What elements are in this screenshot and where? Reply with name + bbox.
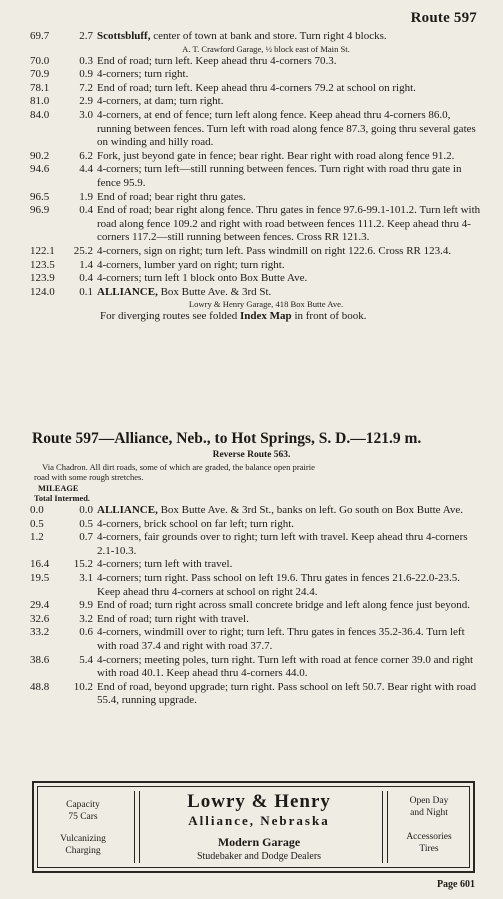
direction-text <box>97 626 482 653</box>
ad-charging: Charging <box>65 846 101 856</box>
intermediate-mileage: 9.9 <box>79 599 93 612</box>
intermediate-mileage: 0.3 <box>79 54 93 67</box>
note-text-end: in front of book. <box>291 310 367 323</box>
ad-vulcanizing: Vulcanizing <box>60 834 106 844</box>
total-mileage: 70.9 <box>30 68 50 81</box>
direction-detail: 4-corners, sign on right; turn left. Pass windmill on right 122.6. Cross RR 123.4. <box>97 244 452 257</box>
intermediate-mileage: 7.2 <box>79 81 93 94</box>
direction-detail: center of town at bank and store. Turn right 4 blocks. <box>150 30 387 42</box>
route-entry <box>30 150 482 164</box>
route-entry <box>30 572 482 599</box>
route-entry <box>30 272 482 286</box>
direction-text <box>97 204 482 245</box>
total-mileage: 19.5 <box>30 571 50 584</box>
total-mileage: 94.6 <box>30 163 50 176</box>
garage-note: Lowry & Henry Garage, 418 Box Butte Ave. <box>188 299 344 310</box>
direction-detail: 4-corners, fair grounds over to right; turn left with travel. Keep ahead thru 4-corners 2.1-10.3. <box>97 531 468 557</box>
direction-detail: 4-corners; turn left—still running between fences. Turn right with road thru gate in fence 95.9. <box>97 163 462 189</box>
total-mileage: 70.0 <box>30 54 50 67</box>
direction-text <box>97 163 482 190</box>
route-entry <box>30 599 482 613</box>
garage-advertisement <box>32 781 475 873</box>
direction-text <box>97 191 482 205</box>
note-text: For diverging routes see folded <box>100 310 241 323</box>
intermediate-mileage: 15.2 <box>73 558 93 571</box>
total-mileage: 124.0 <box>30 285 55 298</box>
intermediate-mileage: 0.5 <box>79 517 93 530</box>
town-name: Scottsbluff, <box>97 30 151 42</box>
section-2-entries <box>30 504 482 708</box>
total-mileage: 16.4 <box>30 558 50 571</box>
total-mileage: 123.9 <box>30 272 55 285</box>
route-entry <box>30 518 482 532</box>
direction-text <box>97 245 482 259</box>
route-entry <box>30 558 482 572</box>
intermediate-mileage: 5.4 <box>79 653 93 666</box>
direction-text <box>97 681 482 708</box>
direction-detail: End of road, beyond upgrade; turn right. Pass school on left 50.7. Bear right with road 55.4, running upgrade. <box>97 680 477 707</box>
direction-text <box>97 531 482 558</box>
direction-detail: 4-corners, lumber yard on right; turn right. <box>97 258 285 271</box>
direction-detail: End of road; turn left. Keep ahead thru 4-corners 70.3. <box>97 54 337 67</box>
intermediate-mileage: 4.4 <box>79 163 93 176</box>
direction-text <box>97 272 482 286</box>
route-entry <box>30 109 482 150</box>
total-mileage: 48.8 <box>30 680 50 693</box>
route-entry <box>30 204 482 245</box>
ad-accessories: Accessories <box>406 832 452 842</box>
ad-city: Alliance, Nebraska <box>188 813 330 828</box>
direction-detail: 4-corners, at dam; turn right. <box>97 95 224 108</box>
route-entry <box>30 245 482 259</box>
direction-detail: Fork, just beyond gate in fence; bear right. Bear right with road along fence 91.2. <box>97 149 455 162</box>
total-mileage: 32.6 <box>30 612 50 625</box>
route-entry <box>30 259 482 273</box>
ad-divider-left <box>134 791 140 863</box>
direction-text <box>97 613 482 627</box>
direction-text <box>97 572 482 599</box>
total-mileage: 0.5 <box>30 517 44 530</box>
intermediate-mileage: 0.0 <box>79 504 93 516</box>
total-mileage: 90.2 <box>30 149 50 162</box>
ad-capacity: Capacity <box>66 800 100 810</box>
direction-detail: End of road; turn right across small concrete bridge and left along fence just beyond. <box>97 599 470 612</box>
direction-detail: End of road; bear right along fence. Thru gates in fence 97.6-99.1-101.2. Turn left with road along fence 109.2 and right with road between fences 111.2. Keep ahead thru 4-corners 117.2—still running between fences. Cross RR 121.3. <box>97 204 481 244</box>
intermediate-mileage: 2.7 <box>79 30 93 42</box>
direction-detail: 4-corners, at end of fence; turn left along fence. Keep ahead thru 4-corners 86.0, running between fences. Turn left with road along fence 87.3, going thru several gates on winding and hilly road. <box>97 108 476 149</box>
route-entry <box>30 68 482 82</box>
direction-detail: 4-corners, windmill over to right; turn left. Thru gates in fences 35.2-36.4. Turn left with road 37.4 and right with road 37.7. <box>97 626 465 652</box>
direction-text <box>97 109 482 150</box>
intermediate-mileage: 25.2 <box>73 244 93 257</box>
route-entry <box>30 286 482 300</box>
direction-text <box>97 68 482 82</box>
direction-detail: End of road; bear right thru gates. <box>97 190 246 203</box>
route-entry <box>30 30 482 44</box>
direction-text <box>97 286 482 300</box>
direction-text <box>97 95 482 109</box>
direction-text <box>97 654 482 681</box>
direction-detail: 4-corners; turn left with travel. <box>97 558 233 571</box>
direction-text <box>97 55 482 69</box>
mileage-header <box>34 484 90 504</box>
intermediate-mileage: 0.4 <box>79 272 93 285</box>
route-description <box>34 462 484 482</box>
direction-detail: 4-corners; meeting poles, turn right. Turn left with road at fence corner 39.0 and right with road 40.1. Keep ahead thru 4-corners 44.0. <box>97 653 474 680</box>
intermediate-mileage: 3.0 <box>79 108 93 121</box>
garage-note: A. T. Crawford Garage, ½ block east of Main St. <box>182 43 350 54</box>
ad-garage-type: Modern Garage <box>217 835 301 849</box>
direction-text <box>97 82 482 96</box>
route-description-line-1: Via Chadron. All dirt roads, some of which are graded, the balance open prairie <box>42 462 315 472</box>
ad-divider-right <box>382 791 388 863</box>
direction-text <box>97 259 482 273</box>
ad-open-hours: and Night <box>410 808 448 818</box>
route-title: Route 597—Alliance, Neb., to Hot Springs, S. D.—121.9 m. <box>32 430 422 447</box>
direction-detail: 4-corners; turn right. Pass school on left 19.6. Thru gates in fences 21.6-22.0-23.5. Keep ahead thru 4-corners at school on right 24.4. <box>97 571 461 598</box>
intermediate-mileage: 0.9 <box>79 68 93 81</box>
direction-text <box>97 599 482 613</box>
route-description-line-2: road with some rough stretches. <box>34 472 144 482</box>
note-index-map: Index Map <box>240 310 292 323</box>
ad-capacity-value: 75 Cars <box>68 812 98 822</box>
intermediate-mileage: 3.2 <box>79 612 93 625</box>
direction-detail: 4-corners; turn left 1 block onto Box Butte Ave. <box>97 272 308 285</box>
intermediate-mileage: 1.9 <box>79 190 93 203</box>
total-mileage: 1.2 <box>30 531 44 544</box>
ad-business-name: Lowry & Henry <box>187 791 331 812</box>
total-mileage: 81.0 <box>30 95 50 108</box>
route-entry <box>30 95 482 109</box>
ad-tires: Tires <box>419 844 439 854</box>
total-mileage: 38.6 <box>30 653 50 666</box>
intermediate-mileage: 0.7 <box>79 531 93 544</box>
ad-left-column <box>38 799 128 857</box>
mileage-label: MILEAGE <box>38 484 79 493</box>
route-header: Route 597 <box>410 10 477 26</box>
route-entry <box>30 626 482 653</box>
ad-center <box>144 791 374 863</box>
intermediate-mileage: 0.6 <box>79 626 93 639</box>
total-mileage: 84.0 <box>30 108 50 121</box>
route-entry <box>30 163 482 190</box>
route-entry <box>30 55 482 69</box>
intermediate-mileage: 0.1 <box>79 285 93 298</box>
intermediate-mileage: 3.1 <box>79 571 93 584</box>
ad-dealers: Studebaker and Dodge Dealers <box>196 851 322 862</box>
total-mileage: 122.1 <box>30 244 55 257</box>
direction-detail: Box Butte Ave. & 3rd St. <box>157 285 272 298</box>
total-mileage: 29.4 <box>30 599 50 612</box>
direction-detail: 4-corners, brick school on far left; turn right. <box>97 517 295 530</box>
intermediate-mileage: 2.9 <box>79 95 93 108</box>
reverse-route: Reverse Route 563. <box>212 450 291 460</box>
section-1-entries <box>30 30 482 324</box>
direction-detail: End of road; turn left. Keep ahead thru 4-corners 79.2 at school on right. <box>97 81 416 94</box>
total-mileage: 0.0 <box>30 504 44 516</box>
diverging-routes-note <box>30 310 482 324</box>
total-mileage: 33.2 <box>30 626 50 639</box>
town-name: ALLIANCE, <box>97 504 158 516</box>
town-name: ALLIANCE, <box>97 285 158 298</box>
direction-detail: End of road; turn right with travel. <box>97 612 249 625</box>
route-entry <box>30 681 482 708</box>
total-mileage: 123.5 <box>30 258 55 271</box>
mileage-columns: Total Intermed. <box>34 494 90 503</box>
direction-text <box>97 504 482 518</box>
direction-text <box>97 518 482 532</box>
direction-text <box>97 150 482 164</box>
total-mileage: 69.7 <box>30 30 50 42</box>
direction-detail: Box Butte Ave. & 3rd St., banks on left. Go south on Box Butte Ave. <box>157 504 463 516</box>
route-entry <box>30 531 482 558</box>
route-entry <box>30 191 482 205</box>
route-entry <box>30 82 482 96</box>
intermediate-mileage: 1.4 <box>79 258 93 271</box>
intermediate-mileage: 6.2 <box>79 149 93 162</box>
total-mileage: 96.5 <box>30 190 50 203</box>
page-number: Page 601 <box>436 879 475 890</box>
direction-text <box>97 558 482 572</box>
ad-right-column <box>389 795 469 855</box>
ad-open: Open Day <box>409 796 449 806</box>
total-mileage: 96.9 <box>30 204 50 217</box>
direction-detail: 4-corners; turn right. <box>97 68 189 81</box>
route-entry <box>30 613 482 627</box>
route-entry <box>30 654 482 681</box>
total-mileage: 78.1 <box>30 81 50 94</box>
intermediate-mileage: 0.4 <box>79 204 93 217</box>
direction-text <box>97 30 482 44</box>
intermediate-mileage: 10.2 <box>73 680 93 693</box>
route-entry <box>30 504 482 518</box>
